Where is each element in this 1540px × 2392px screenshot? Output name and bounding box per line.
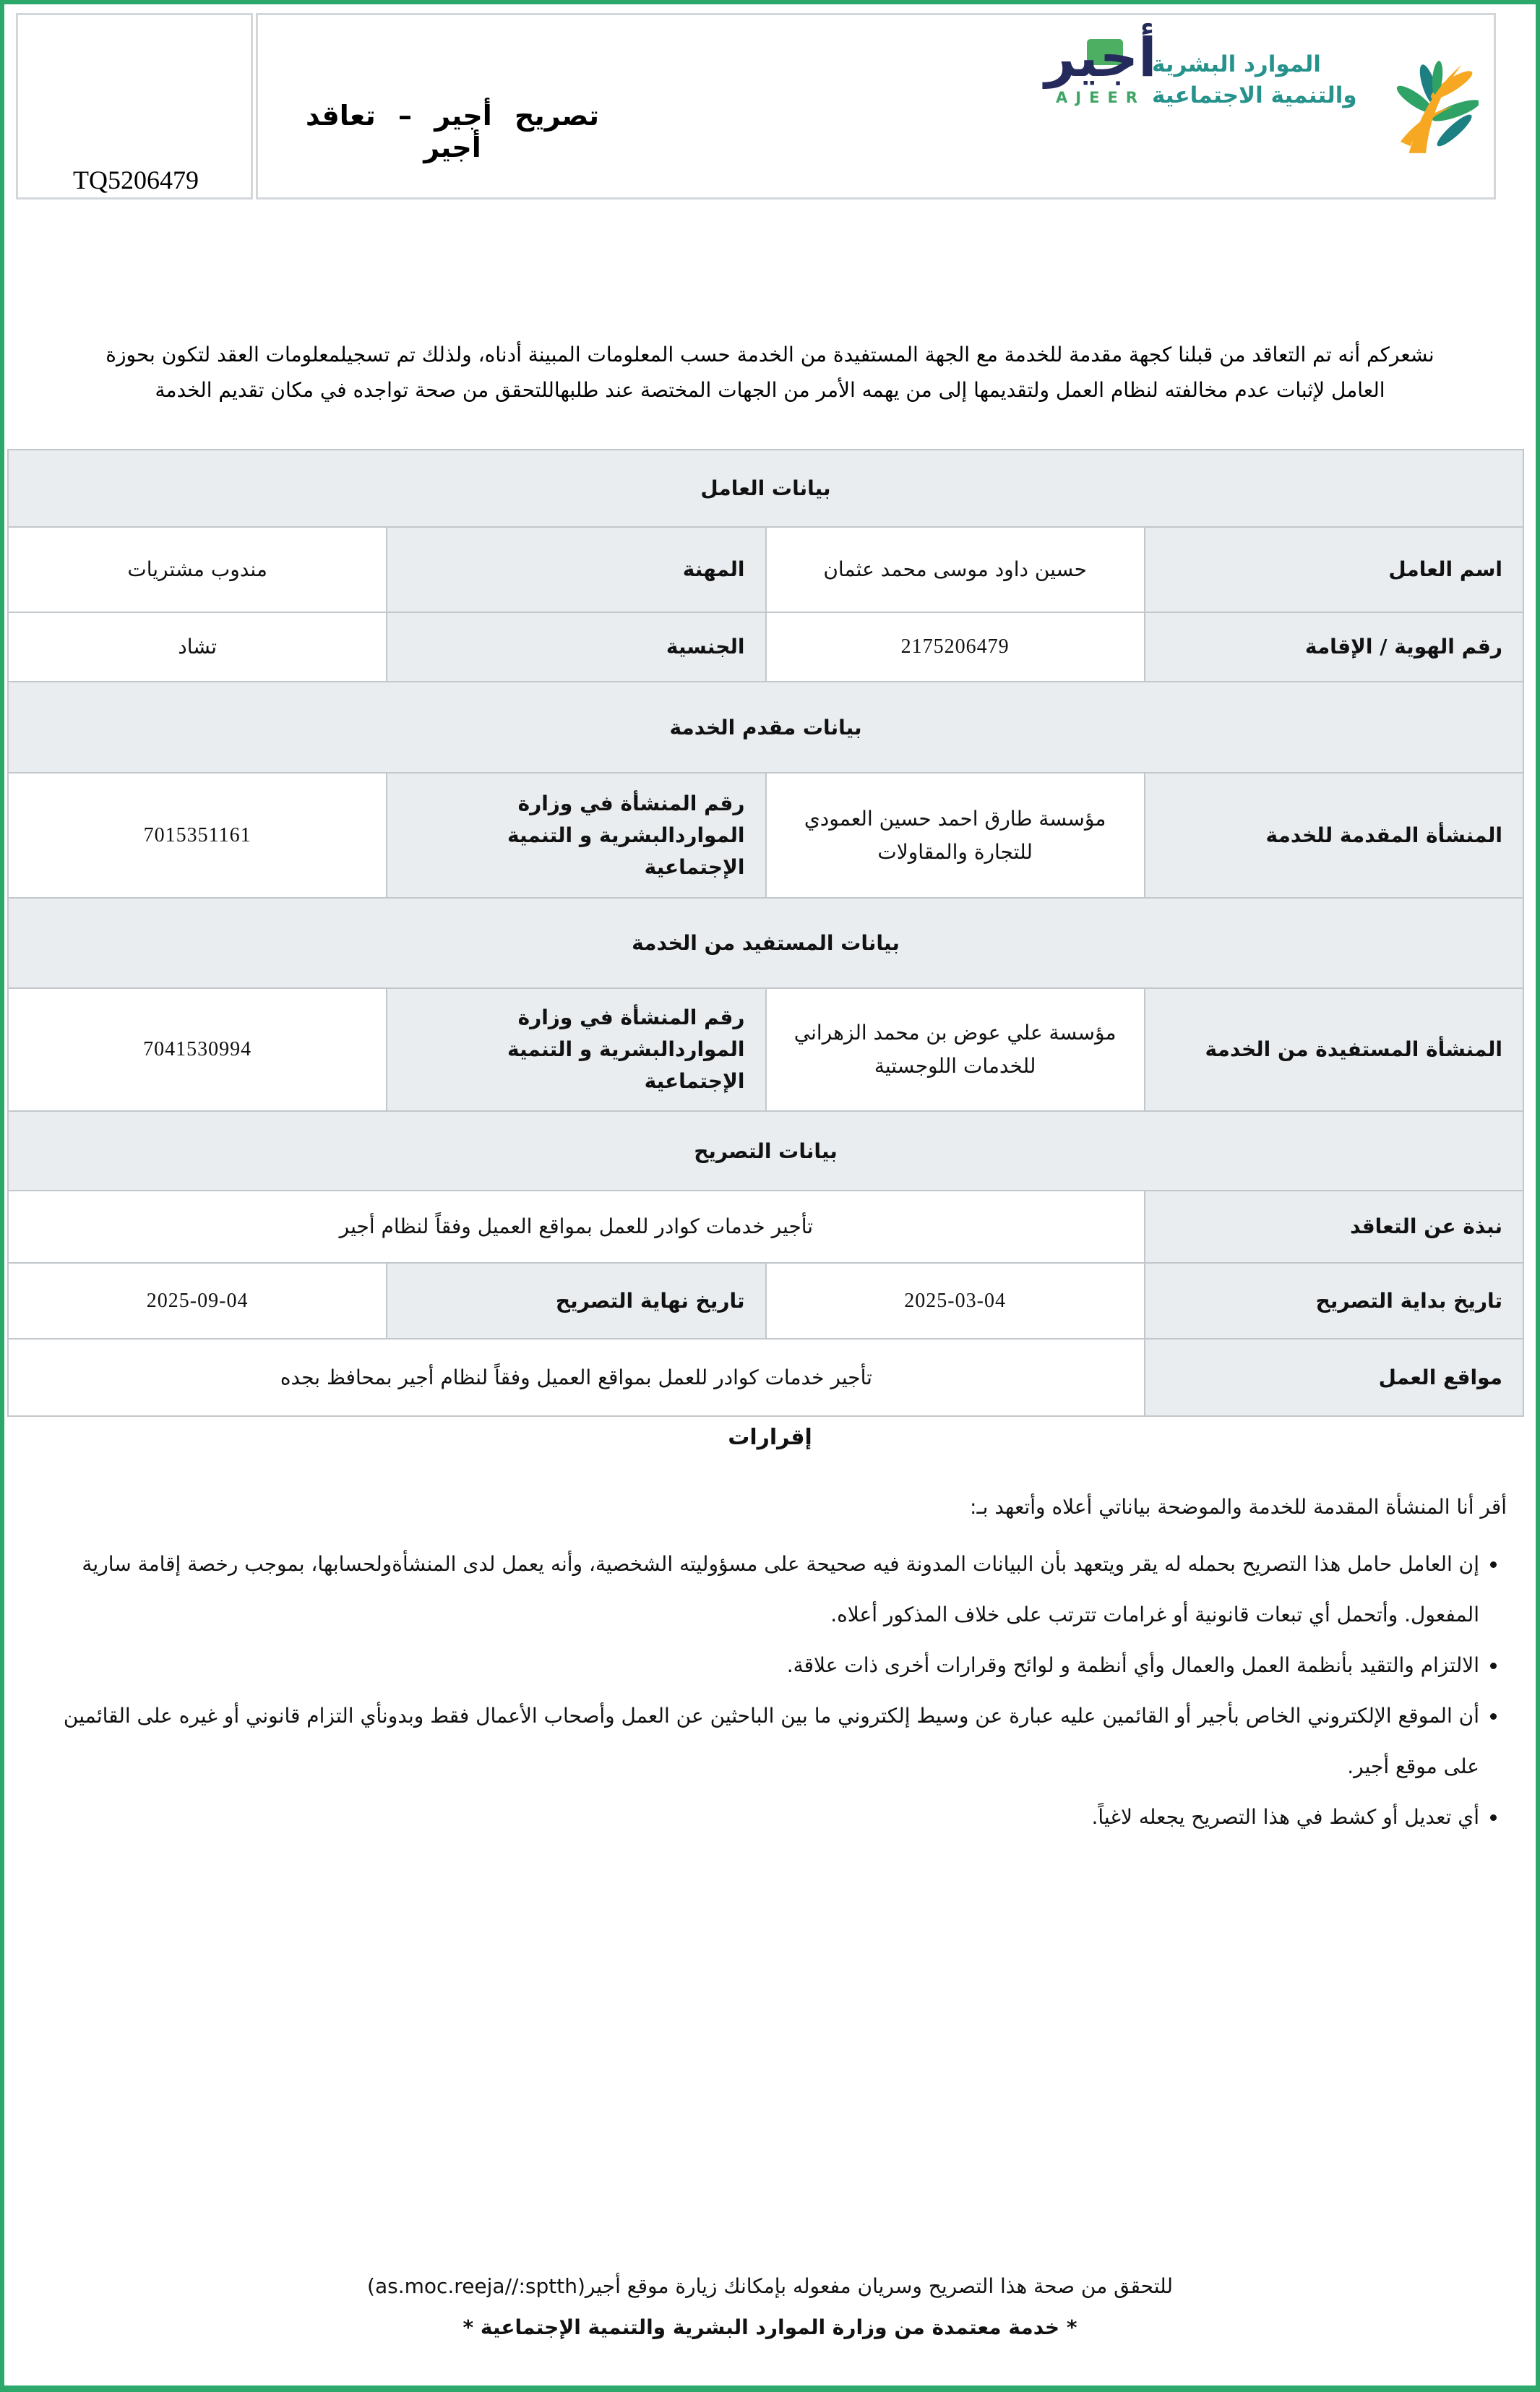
declaration-item: • أن الموقع الإلكتروني الخاص بأجير أو القائمين عليه عبارة عن وسيط إلكتروني ما بين الباحثين عن العمل وأصحاب الأعمال فقط وبدونأي التزام قانوني أو غيره على القائمين على موقع أجير. [26, 1691, 1479, 1792]
ajeer-arabic-text: أجير [1044, 27, 1157, 89]
page-title: تصريح أجير – تعاقد أجير [305, 100, 600, 163]
permit-code: TQ5206479 [73, 166, 199, 194]
id-number-value: 2175206479 [766, 612, 1145, 682]
beneficiary-section-title: بيانات المستفيد من الخدمة [8, 898, 1523, 988]
declaration-item: • الالتزام والتقيد بأنظمة العمل والعمال وأي أنظمة و لوائح وقرارات أخرى ذات علاقة. [26, 1640, 1479, 1691]
intro-line1: نشعركم أنه تم التعاقد من قبلنا كجهة مقدمة للخدمة مع الجهة المستفيدة من الخدمة حسب المعلومات المبينة أدناه، ولذلك تم تسجيلمعلومات العقد لتكون بحوزة [106, 343, 1434, 366]
ajeer-arabic-wordmark [1045, 29, 1157, 87]
ministry-name-line1: الموارد البشرية [1152, 51, 1321, 77]
worker-name-label: اسم العامل [1145, 527, 1523, 612]
intro-line2: العامل لإثبات عدم مخالفته لنظام العمل ولتقديمها إلى من يهمه الأمر من الجهات المختصة عند طلبهاللتحقق من صحة تواجده في مكان تقديم الخدمة [155, 378, 1385, 402]
declarations-title: إقرارات [728, 1425, 812, 1450]
provider-name-label: المنشأة المقدمة للخدمة [1145, 773, 1523, 898]
provider-number-value: 7015351161 [8, 773, 387, 898]
ministry-name [1152, 49, 1385, 111]
declaration-item: • إن العامل حامل هذا التصريح بحمله له يقر ويتعهد بأن البيانات المدونة فيه صحيحة على مسؤوليته الشخصية، وأنه يعمل لدى المنشأةولحسابها، بموجب رخصة إقامة سارية المفعول. وأتحمل أي تبعات قانونية أو غرامات تترتب على خلاف المذكور أعلاه. [26, 1539, 1479, 1640]
profession-value: مندوب مشتريات [8, 527, 387, 612]
palm-emblem-icon [1393, 56, 1479, 156]
declarations-section [26, 1425, 1514, 1843]
provider-section-title: بيانات مقدم الخدمة [8, 682, 1523, 773]
contract-summary-value: تأجير خدمات كوادر للعمل بمواقع العميل وفقاً لنظام أجير [8, 1191, 1145, 1263]
worker-section-title: بيانات العامل [8, 450, 1523, 527]
profession-label: المهنة [387, 527, 765, 612]
contract-summary-label: نبذة عن التعاقد [1145, 1191, 1523, 1263]
nationality-value: تشاد [8, 612, 387, 682]
footer-approved-line: * خدمة معتمدة من وزارة الموارد البشرية والتنمية الإجتماعية * [463, 2315, 1077, 2339]
permit-start-date-label: تاريخ بداية التصريح [1145, 1263, 1523, 1339]
declarations-list [26, 1539, 1514, 1843]
provider-name-value: مؤسسة طارق احمد حسين العمودي للتجارة والمقاولات [766, 773, 1145, 898]
beneficiary-name-value: مؤسسة علي عوض بن محمد الزهراني للخدمات اللوجستية [766, 988, 1145, 1111]
permit-end-date-label: تاريخ نهاية التصريح [387, 1263, 765, 1339]
provider-number-label: رقم المنشأة في وزارة المواردالبشرية و التنمية الإجتماعية [387, 773, 765, 898]
permit-table [7, 449, 1524, 1417]
permit-section-title: بيانات التصريح [8, 1111, 1523, 1191]
permit-end-date-value: 2025-09-04 [8, 1263, 387, 1339]
ministry-name-line2: والتنمية الاجتماعية [1152, 82, 1357, 108]
work-locations-label: مواقع العمل [1145, 1339, 1523, 1416]
ajeer-latin-wordmark: AJEER [1056, 89, 1145, 107]
worker-name-value: حسين داود موسى محمد عثمان [766, 527, 1145, 612]
declarations-intro: أقر أنا المنشأة المقدمة للخدمة والموضحة بياناتي أعلاه وأتعهد بـ: [970, 1495, 1507, 1519]
beneficiary-name-label: المنشأة المستفيدة من الخدمة [1145, 988, 1523, 1111]
id-number-label: رقم الهوية / الإقامة [1145, 612, 1523, 682]
permit-start-date-value: 2025-03-04 [766, 1263, 1145, 1339]
beneficiary-number-label: رقم المنشأة في وزارة المواردالبشرية و التنمية الإجتماعية [387, 988, 765, 1111]
nationality-label: الجنسية [387, 612, 765, 682]
footer-verification-line: للتحقق من صحة هذا التصريح وسريان مفعوله بإمكانك زيارة موقع أجير(as.moc.reeja//:sptth) [367, 2274, 1173, 2298]
intro-paragraph [26, 337, 1514, 408]
work-locations-value: تأجير خدمات كوادر للعمل بمواقع العميل وفقاً لنظام أجير بمحافظ بجده [8, 1339, 1145, 1416]
footer [4, 2274, 1536, 2339]
declaration-item: • أي تعديل أو كشط في هذا التصريح يجعله لاغياً. [26, 1792, 1479, 1843]
beneficiary-number-value: 7041530994 [8, 988, 387, 1111]
ajeer-logo [1032, 29, 1169, 106]
